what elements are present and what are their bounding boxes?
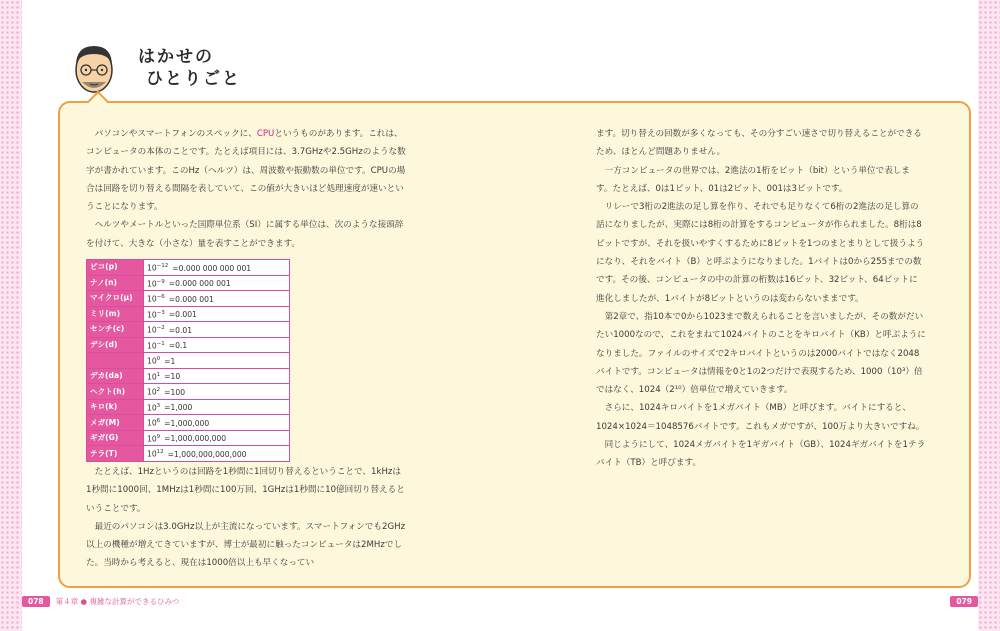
power-base: 10 [147, 418, 157, 428]
prefix-name: テラ(T) [87, 446, 144, 462]
power-exponent: −12 [156, 263, 169, 269]
chapter-title: 第４章 ● 複雑な計算ができるひみつ [55, 597, 180, 606]
hakase-avatar-icon [70, 40, 118, 98]
paragraph: 同じようにして、1024メガバイトを1ギガバイト（GB）、1024ギガバイトを1テラバイト（TB）と呼びます。 [596, 440, 926, 469]
si-prefix-row [87, 260, 290, 276]
decimal-value: =1,000,000 [164, 418, 210, 428]
prefix-name [87, 353, 144, 369]
power-exponent: −6 [156, 294, 165, 301]
power-exponent: −2 [156, 325, 165, 332]
power-base: 10 [147, 341, 157, 351]
power-exponent: 3 [156, 402, 161, 409]
si-prefix-row [87, 337, 290, 353]
si-prefix-row [87, 306, 290, 322]
si-prefix-row [87, 368, 290, 384]
decimal-value: =100 [164, 387, 186, 397]
power-exponent: 0 [156, 356, 161, 363]
si-prefix-row [87, 291, 290, 307]
power-exponent: −9 [156, 278, 165, 285]
power-base: 10 [147, 372, 157, 382]
column-title [138, 46, 241, 90]
paragraph: さらに、1024キロバイトを1メガバイト（MB）と呼びます。バイトにすると、1024×1024＝1048576バイトです。これもメガですが、100万より大きいですね。 [596, 403, 925, 432]
prefix-name: デカ(da) [87, 368, 144, 384]
prefix-name: デシ(d) [87, 337, 144, 353]
prefix-value [144, 275, 290, 291]
power-base: 10 [147, 403, 157, 413]
column-title-line2: ひとりごと [146, 69, 241, 89]
si-prefix-row [87, 322, 290, 338]
prefix-name: ピコ(p) [87, 260, 144, 276]
page-number-left: 078 [22, 596, 50, 607]
prefix-name: キロ(k) [87, 399, 144, 415]
decimal-value: =1,000,000,000,000 [167, 449, 247, 459]
prefix-value [144, 446, 290, 462]
si-prefix-row [87, 399, 290, 415]
decimal-value: =10 [164, 372, 181, 382]
power-base: 10 [147, 279, 157, 289]
left-page-edge [0, 0, 22, 631]
footer-right [950, 596, 978, 607]
prefix-name: メガ(M) [87, 415, 144, 431]
power-exponent: 12 [156, 449, 164, 456]
power-exponent: −1 [156, 340, 165, 347]
prefix-name: センチ(c) [87, 322, 144, 338]
decimal-value: =1,000,000,000 [164, 434, 227, 444]
right-column [596, 125, 926, 473]
page-number-right: 079 [950, 596, 978, 607]
prefix-value [144, 399, 290, 415]
power-exponent: 9 [156, 433, 161, 440]
power-base: 10 [147, 310, 157, 320]
prefix-name: ナノ(n) [87, 275, 144, 291]
si-prefix-row [87, 275, 290, 291]
decimal-value: =1 [164, 356, 176, 366]
paragraph: 一方コンピュータの世界では、2進法の1桁をビット（bit）という単位で表します。たとえば、0は1ビット、01は2ビット、001は3ビットです。 [596, 165, 910, 194]
paragraph: リレーで3桁の2進法の足し算を作り、それでも足りなくて6桁の2進法の足し算の話になりましたが、実際には8桁の計算をするコンピュータが作られました。8桁は8ビットですが、それを扱いやすくするために8ビットを1つのまとまりとして扱うようになり、それをバイト（B）と呼ぶようになりました。1バイトは0から255までの数です。その後、コンピュータの中の計算の桁数は16ビット、32ビット、64ビットに進化しましたが、1バイトが8ビットというのは変わらないままです。 [596, 202, 925, 304]
decimal-value: =0.001 [168, 310, 197, 320]
footer-left [22, 596, 179, 607]
decimal-value: =0.000 000 000 001 [172, 263, 252, 273]
prefix-value [144, 384, 290, 400]
prefix-value [144, 322, 290, 338]
prefix-value [144, 353, 290, 369]
power-exponent: 1 [156, 371, 161, 378]
si-prefix-row [87, 446, 290, 462]
left-column-top [86, 125, 406, 253]
power-base: 10 [147, 387, 157, 397]
power-base: 10 [147, 356, 157, 366]
si-prefix-row [87, 384, 290, 400]
prefix-value [144, 368, 290, 384]
power-base: 10 [147, 294, 157, 304]
prefix-value [144, 415, 290, 431]
paragraph: ヘルツやメートルといった国際単位系（SI）に属する単位は、次のような接頭辞を付けて、大きな（小さな）量を表すことができます。 [86, 220, 404, 249]
decimal-value: =1,000 [164, 403, 193, 413]
power-base: 10 [147, 263, 157, 273]
prefix-name: ヘクト(h) [87, 384, 144, 400]
power-exponent: −3 [156, 309, 165, 316]
prefix-name: ミリ(m) [87, 306, 144, 322]
prefix-name: マイクロ(μ) [87, 291, 144, 307]
si-prefix-row [87, 353, 290, 369]
left-column-bottom [86, 463, 406, 573]
paragraph: パソコンやスマートフォンのスペックに、CPUというものがあります。これは、コンピュータの本体のことです。たとえば項目には、3.7GHzや2.5GHzのような数字が書かれています。このHz（ヘルツ）は、周波数や振動数の単位です。CPUの場合は回路を切り替える間隔を表していて、この値が大きいほど処理速度が速いということになります。 [86, 129, 406, 213]
right-page-edge [978, 0, 1000, 631]
si-prefix-table [86, 259, 290, 462]
paragraph: 第2章で、指10本で0から1023まで数えられることを言いましたが、その数がだいたい1000なので、これをまねて1024バイトのことをキロバイト（KB）と呼ぶようになりました。ファイルのサイズで2キロバイトというのは2000バイトではなく2048バイトです。コンピュータは情報を0と1の2つだけで表現するため、1000（10³）倍ではなく、1024（2¹⁰）倍単位で増えていきます。 [596, 311, 926, 396]
si-prefix-row [87, 415, 290, 431]
paragraph: ます。切り替えの回数が多くなっても、その分すごい速さで切り替えることができるため、ほとんど問題ありません。 [596, 129, 922, 158]
power-base: 10 [147, 434, 157, 444]
prefix-value [144, 260, 290, 276]
decimal-value: =0.1 [168, 341, 188, 351]
prefix-value [144, 291, 290, 307]
cpu-highlight: CPU [256, 129, 275, 139]
decimal-value: =0.000 000 001 [168, 279, 231, 289]
column-title-line1: はかせの [138, 47, 214, 67]
decimal-value: =0.000 001 [168, 294, 214, 304]
power-base: 10 [147, 325, 157, 335]
paragraph: たとえば、1Hzというのは回路を1秒間に1回切り替えるということで、1kHzは1秒間に1000回、1MHzは1秒間に100万回、1GHzは1秒間に10億回切り替えるということです。 [86, 467, 405, 514]
si-prefix-row [87, 430, 290, 446]
prefix-name: ギガ(G) [87, 430, 144, 446]
power-exponent: 2 [156, 387, 161, 394]
prefix-value [144, 337, 290, 353]
power-base: 10 [147, 449, 157, 459]
decimal-value: =0.01 [168, 325, 193, 335]
power-exponent: 6 [156, 418, 161, 425]
prefix-value [144, 430, 290, 446]
prefix-value [144, 306, 290, 322]
paragraph: 最近のパソコンは3.0GHz以上が主流になっています。スマートフォンでも2GHz以上の機種が増えてきていますが、博士が最初に触ったコンピュータは2MHzでした。当時から考えると、現在は1000倍以上も早くなってい [86, 521, 406, 569]
